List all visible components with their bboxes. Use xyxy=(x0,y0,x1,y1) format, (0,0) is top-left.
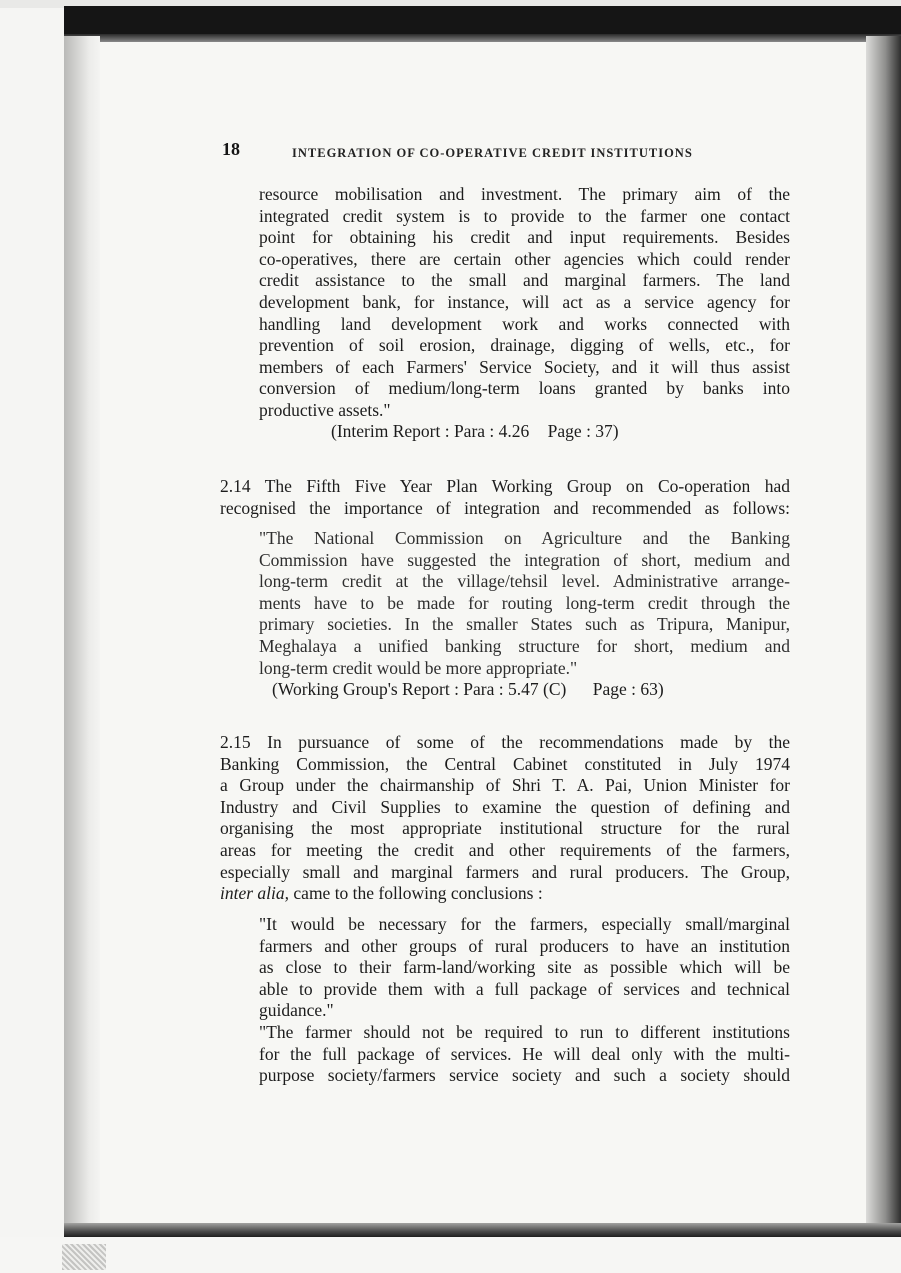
book-page xyxy=(100,36,866,1223)
text-run: came to the following conclusions : xyxy=(289,883,543,904)
citation-source: (Interim Report : Para : 4.26 xyxy=(331,421,530,441)
text-line: areas for meeting the credit and other requirements of the farmers, xyxy=(220,839,790,860)
page-number: 18 xyxy=(222,139,240,159)
text-line: "The farmer should not be required to run to different institutions xyxy=(259,1022,790,1042)
scanner-shadow-gradient xyxy=(64,34,901,42)
text-line: development bank, for instance, will act as a service agency for xyxy=(259,291,790,312)
text-line: organising the most appropriate institutional structure for the rural xyxy=(220,818,790,839)
text-line: 2.15 In pursuance of some of the recommendations made by the xyxy=(220,732,790,752)
text-line: "The National Commission on Agriculture and the Banking xyxy=(259,528,790,548)
page-edge-right xyxy=(866,36,901,1236)
scan-artifact xyxy=(62,1244,106,1270)
running-title: INTEGRATION OF CO-OPERATIVE CREDIT INSTITUTIONS xyxy=(292,146,693,160)
text-line: Banking Commission, the Central Cabinet constituted in July 1974 xyxy=(220,753,790,774)
text-line: point for obtaining his credit and input requirements. Besides xyxy=(259,227,790,248)
page-gutter-shadow xyxy=(64,36,100,1226)
text-line: co-operatives, there are certain other agencies which could render xyxy=(259,248,790,269)
text-line: Commission have suggested the integration of short, medium and xyxy=(259,549,790,570)
text-line: Meghalaya a unified banking structure for short, medium and xyxy=(259,635,790,656)
text-line: productive assets." xyxy=(259,399,391,420)
citation-page: Page : 37) xyxy=(547,421,619,441)
text-line: Industry and Civil Supplies to examine the question of defining and xyxy=(220,796,790,817)
text-line: resource mobilisation and investment. The primary aim of the xyxy=(259,184,790,204)
text-line: conversion of medium/long-term loans granted by banks into xyxy=(259,378,790,399)
text-line: recognised the importance of integration and recommended as follows: xyxy=(220,497,790,518)
text-line: primary societies. In the smaller States such as Tripura, Manipur, xyxy=(259,614,790,635)
text-line: farmers and other groups of rural producers to have an institution xyxy=(259,935,790,956)
text-line: integrated credit system is to provide to the farmer one contact xyxy=(259,205,790,226)
text-line: handling land development work and works connected with xyxy=(259,313,790,334)
text-line: as close to their farm-land/working site as possible which will be xyxy=(259,957,790,978)
scanner-shadow-bottom xyxy=(64,1223,901,1237)
italic-phrase: inter alia, xyxy=(220,883,290,904)
text-line: long-term credit at the village/tehsil level. Administrative arrange- xyxy=(259,571,790,592)
text-line: 2.14 The Fifth Five Year Plan Working Group on Co-operation had xyxy=(220,476,790,496)
text-line: for the full package of services. He will deal only with the multi- xyxy=(259,1043,790,1064)
text-line: a Group under the chairmanship of Shri T. A. Pai, Union Minister for xyxy=(220,775,790,796)
scan-margin-bottom xyxy=(0,1237,901,1273)
text-line: purpose society/farmers service society and such a society should xyxy=(259,1065,790,1086)
citation-page: Page : 63) xyxy=(592,679,664,699)
text-line: especially small and marginal farmers and rural producers. The Group, xyxy=(220,861,790,882)
text-line: ments have to be made for routing long-term credit through the xyxy=(259,592,790,613)
scan-margin-left xyxy=(0,8,64,1237)
text-line: guidance." xyxy=(259,1000,334,1021)
text-line: able to provide them with a full package of services and technical xyxy=(259,978,790,999)
text-line: "It would be necessary for the farmers, especially small/marginal xyxy=(259,914,790,934)
text-line: credit assistance to the small and marginal farmers. The land xyxy=(259,270,790,291)
citation-source: (Working Group's Report : Para : 5.47 (C) xyxy=(272,679,567,699)
text-line: prevention of soil erosion, drainage, digging of wells, etc., for xyxy=(259,335,790,356)
text-line: long-term credit would be more appropriate." xyxy=(259,657,578,678)
text-line: members of each Farmers' Service Society, and it will thus assist xyxy=(259,356,790,377)
scanner-shadow-top xyxy=(64,6,901,36)
